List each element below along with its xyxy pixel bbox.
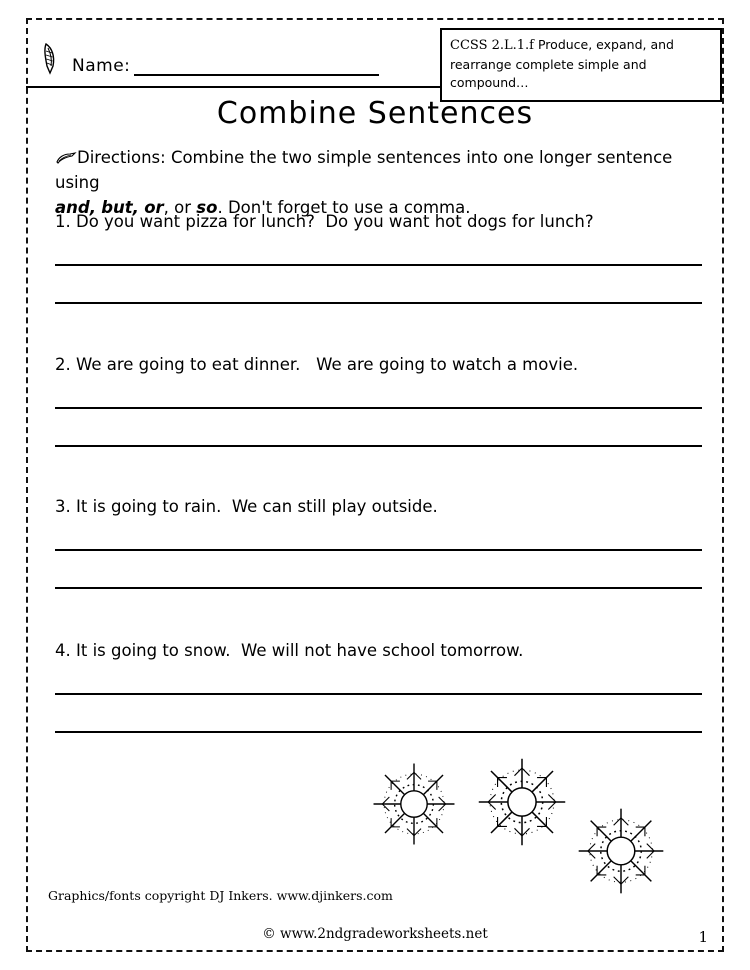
question-item-3 bbox=[55, 497, 702, 589]
question-number-2: 2. bbox=[55, 355, 71, 374]
page-border-bottom bbox=[26, 950, 724, 952]
question-text-3: It is going to rain. We can still play outside. bbox=[76, 497, 438, 516]
ccss-description: Produce, expand, and rearrange complete simple and compound… bbox=[450, 37, 674, 90]
conjunction-or: or bbox=[144, 197, 164, 217]
page-title: Combine Sentences bbox=[216, 96, 534, 131]
graphics-credit: Graphics/fonts copyright DJ Inkers. www.djinkers.com bbox=[48, 888, 393, 903]
snowflake-icon bbox=[575, 805, 667, 901]
question-item-4 bbox=[55, 641, 702, 733]
conjunction-and: and, bbox=[55, 197, 96, 217]
quill-pen-icon bbox=[40, 42, 68, 76]
question-text-2: We are going to eat dinner. We are going to watch a movie. bbox=[76, 355, 579, 374]
directions-joiner: , or bbox=[163, 197, 192, 217]
question-item-2 bbox=[55, 355, 702, 447]
name-field-row bbox=[40, 42, 379, 76]
snowflake-icon bbox=[370, 760, 458, 852]
name-input-blank[interactable] bbox=[134, 60, 379, 76]
page-border-right bbox=[722, 18, 724, 952]
page-border-left bbox=[26, 18, 28, 952]
answer-line-2a[interactable] bbox=[55, 407, 702, 409]
answer-line-3b[interactable] bbox=[55, 587, 702, 589]
conjunction-but: but, bbox=[101, 197, 139, 217]
answer-line-4b[interactable] bbox=[55, 731, 702, 733]
question-item-1 bbox=[55, 212, 702, 304]
question-number-1: 1. bbox=[55, 212, 71, 231]
directions-tail: . Don't forget to use a comma. bbox=[217, 197, 471, 217]
name-label: Name: bbox=[72, 56, 131, 76]
question-text-1: Do you want pizza for lunch? Do you want hot dogs for lunch? bbox=[76, 212, 594, 231]
answer-line-1a[interactable] bbox=[55, 264, 702, 266]
ccss-standard-box bbox=[440, 28, 722, 102]
ccss-code: CCSS 2.L.1.f bbox=[450, 38, 534, 53]
directions-lead: Directions: Combine the two simple sentences into one longer sentence using bbox=[55, 148, 673, 192]
conjunction-so: so bbox=[196, 197, 218, 217]
question-number-4: 4. bbox=[55, 641, 71, 660]
answer-line-1b[interactable] bbox=[55, 302, 702, 304]
page-number: 1 bbox=[698, 928, 708, 946]
question-text-4: It is going to snow. We will not have school tomorrow. bbox=[76, 641, 524, 660]
snowflake-decoration-group bbox=[370, 755, 690, 885]
site-footer: © www.2ndgradeworksheets.net bbox=[262, 926, 488, 942]
answer-line-3a[interactable] bbox=[55, 549, 702, 551]
snowflake-icon bbox=[475, 755, 569, 853]
directions bbox=[55, 146, 702, 220]
pencil-icon bbox=[55, 148, 77, 162]
answer-line-4a[interactable] bbox=[55, 693, 702, 695]
answer-line-2b[interactable] bbox=[55, 445, 702, 447]
question-number-3: 3. bbox=[55, 497, 71, 516]
page-border-top bbox=[26, 18, 724, 20]
